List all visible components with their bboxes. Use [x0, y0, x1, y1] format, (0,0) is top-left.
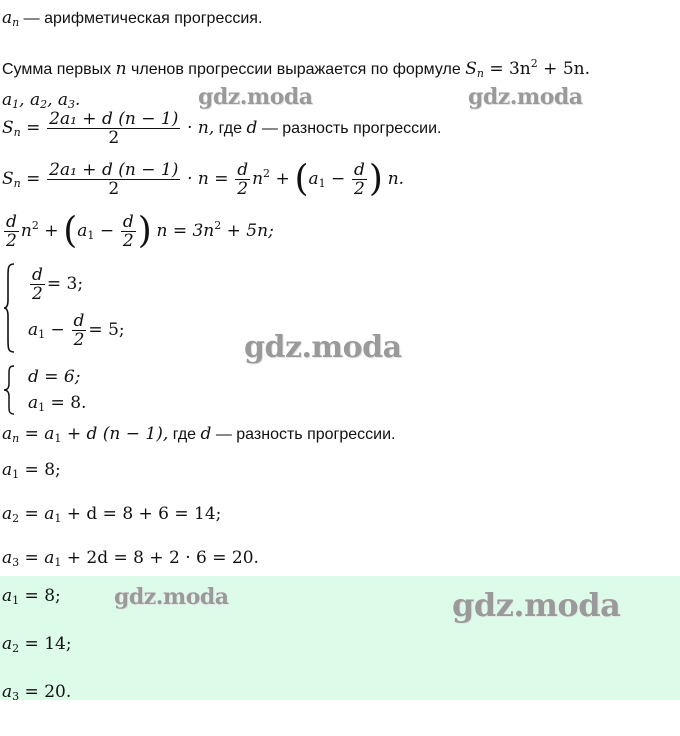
watermark: gdz.moda	[244, 330, 402, 365]
sum-formula-expanded	[2, 152, 404, 206]
f1-s-sub: n	[13, 126, 21, 139]
system-2-eq2	[28, 392, 86, 419]
answer-a2	[2, 634, 72, 659]
general-term-formula	[2, 424, 396, 449]
f3-fd: d	[6, 212, 17, 233]
f2-eq: =	[20, 169, 41, 189]
a3-symbol: , a	[47, 90, 69, 110]
system-1-eq1	[28, 262, 83, 306]
f2-end: n.	[387, 169, 405, 189]
sum-formula-rest: = 3n	[483, 59, 531, 79]
calc-a3-s1: 1	[54, 556, 62, 569]
f1-numerator: 2a₁ + d (n − 1)	[49, 109, 179, 130]
n-symbol: n	[115, 59, 127, 79]
f1-d: d	[246, 118, 258, 138]
f1-eq: =	[20, 118, 41, 138]
f2-sq: 2	[263, 167, 271, 180]
f2-a1: a	[308, 169, 319, 189]
f3-fd-b: d	[122, 212, 134, 233]
calc-a2-a: a	[2, 504, 13, 524]
f1-denominator: 2	[108, 128, 120, 149]
f3-a1-sub: 1	[87, 229, 95, 242]
a-n-symbol: a	[2, 8, 13, 28]
gen-a1-sub: 1	[54, 432, 62, 445]
gen-text: где	[168, 426, 201, 443]
ans-a3-sub: 3	[12, 690, 20, 703]
sum-formula-general	[2, 108, 441, 153]
f1-text: где	[214, 120, 247, 137]
calc-a2-mid: = a	[19, 504, 55, 524]
watermark: gdz.moda	[452, 586, 621, 624]
sum-text-1: Сумма первых	[2, 61, 116, 78]
sum-formula-end: + 5n.	[537, 59, 590, 79]
f3-minus: −	[94, 221, 115, 241]
watermark: gdz.moda	[114, 584, 229, 610]
f3-f2: 2	[6, 231, 17, 252]
f2-denominator: 2	[108, 179, 120, 200]
ans-a3-rest: = 20.	[19, 682, 72, 702]
s1-a-sub: 1	[38, 328, 46, 341]
f2-f2-b: 2	[354, 179, 365, 200]
gen-a-sub: n	[12, 432, 20, 445]
f2-fraction	[47, 161, 180, 198]
f3-sq: 2	[31, 219, 39, 232]
f2-d-over-2b	[352, 161, 367, 198]
system-1-eq2	[28, 308, 125, 357]
s1-eq1-rhs: = 3;	[46, 274, 84, 294]
ans-a2-sub: 2	[12, 642, 20, 655]
calc-a3	[2, 548, 259, 573]
f2-plus: +	[270, 169, 290, 189]
gen-eq: = a	[19, 424, 55, 444]
intro-text: — арифметическая прогрессия.	[19, 10, 263, 27]
ans-a3-a: a	[2, 682, 13, 702]
system-1-brace	[2, 262, 16, 354]
calc-a2-rest: + d = 8 + 6 = 14;	[61, 504, 222, 524]
intro-line	[2, 8, 262, 33]
f3-rhs-end: + 5n;	[221, 221, 274, 241]
f2-close-paren: )	[368, 158, 383, 200]
f1-text2: — разность прогрессии.	[257, 120, 442, 137]
s1-eq2-rhs: = 5;	[88, 320, 125, 340]
f3-a1: a	[77, 221, 88, 241]
system-1	[2, 262, 202, 356]
calc-a3-a: a	[2, 548, 13, 568]
a-n-subscript: n	[12, 16, 20, 29]
s1-fd: d	[32, 265, 43, 286]
s1-f2: 2	[32, 284, 43, 305]
f2-mid: · n =	[187, 169, 229, 189]
s1-d-over-2b	[72, 312, 87, 349]
gen-d: d	[200, 424, 212, 444]
ans-a1-sub: 1	[12, 594, 20, 607]
a2-symbol: , a	[19, 90, 41, 110]
f3-plus: +	[38, 221, 59, 241]
system-2	[2, 364, 202, 416]
sum-text-2: членов прогрессии выражается по формуле	[126, 61, 466, 78]
s2-rhs: = 8.	[45, 393, 87, 413]
a1-symbol: a	[2, 90, 13, 110]
s1-f2-b: 2	[73, 330, 85, 351]
watermark: gdz.moda	[468, 84, 583, 110]
f3-rhs-sq: 2	[214, 219, 222, 232]
f3-close-paren: )	[137, 210, 152, 252]
s2-a-sub: 1	[38, 401, 46, 414]
ans-a1-a: a	[2, 586, 13, 606]
f2-minus: −	[325, 169, 346, 189]
f3-d-over-2b	[121, 213, 136, 250]
calc-a3-rest: + 2d = 8 + 2 · 6 = 20.	[61, 548, 259, 568]
f3-open-paren: (	[63, 210, 78, 252]
s2-a: a	[28, 393, 39, 413]
gen-text2: — разность прогрессии.	[211, 426, 396, 443]
s1-a: a	[28, 320, 39, 340]
s1-fd-b: d	[73, 311, 85, 332]
ans-a2-a: a	[2, 634, 13, 654]
f2-s: S	[2, 169, 14, 189]
f2-open-paren: (	[294, 158, 309, 200]
calc-a1-a: a	[2, 460, 13, 480]
ans-a1-rest: = 8;	[19, 586, 61, 606]
system-2-eq1: d = 6;	[28, 367, 81, 387]
sum-formula-sq: 2	[530, 57, 538, 70]
calc-a3-sub: 3	[12, 556, 20, 569]
f2-numerator: 2a₁ + d (n − 1)	[49, 160, 179, 181]
gen-rest: + d (n − 1),	[61, 424, 169, 444]
f2-fd-b: d	[354, 160, 365, 181]
sum-formula-sub: n	[476, 67, 484, 80]
f2-a1-sub: 1	[318, 177, 326, 190]
f2-s-sub: n	[13, 177, 21, 190]
s1-d-over-2	[30, 266, 45, 303]
calc-a1-rest: = 8;	[19, 460, 61, 480]
equation-line	[2, 204, 274, 258]
calc-a2-s1: 1	[54, 512, 62, 525]
sum-statement	[2, 54, 590, 84]
f3-n: n	[20, 221, 32, 241]
f2-f2: 2	[237, 179, 249, 200]
system-2-brace	[2, 364, 16, 416]
f2-n: n	[252, 169, 264, 189]
answer-a1	[2, 586, 61, 611]
f1-mid: · n,	[187, 118, 215, 138]
f3-f2-b: 2	[122, 231, 134, 252]
a1-sub: 1	[12, 98, 20, 111]
sum-formula-s: S	[465, 59, 477, 79]
f3-rhs: n = 3n	[156, 221, 215, 241]
a3-sub: 3	[68, 98, 76, 111]
a2-sub: 2	[40, 98, 48, 111]
f2-fd: d	[237, 160, 249, 181]
find-end: .	[75, 90, 81, 110]
gen-a: a	[2, 424, 13, 444]
watermark: gdz.moda	[198, 84, 313, 110]
calc-a3-mid: = a	[19, 548, 55, 568]
answer-a3	[2, 682, 71, 707]
f3-d-over-2	[4, 213, 19, 250]
calc-a2-sub: 2	[12, 512, 20, 525]
calc-a1	[2, 460, 61, 485]
calc-a2	[2, 504, 221, 529]
f1-fraction	[47, 110, 180, 147]
calc-a1-sub: 1	[12, 468, 20, 481]
ans-a2-rest: = 14;	[19, 634, 72, 654]
s1-minus: −	[45, 320, 65, 340]
f2-d-over-2	[235, 161, 250, 198]
f1-s: S	[2, 118, 14, 138]
